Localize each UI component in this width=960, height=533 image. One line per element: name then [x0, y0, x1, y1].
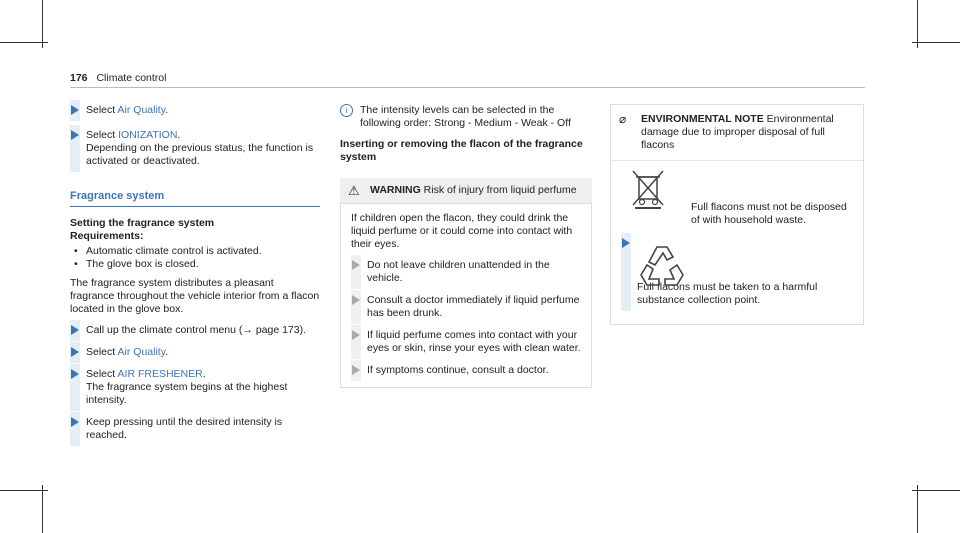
environment-leaf-icon: ⌀ — [619, 112, 627, 126]
env-header — [611, 105, 863, 161]
crossed-bin-icon — [629, 169, 667, 209]
intro-text: The fragrance system distributes a pleasant fragrance throughout the vehicle interior from a flacon located in the glove box. — [70, 277, 320, 315]
crop-mark — [917, 0, 918, 48]
warning-body — [340, 203, 592, 388]
header-rule — [70, 87, 865, 88]
step-item: Do not leave children unattended in the vehicle. — [351, 259, 581, 285]
page-header — [70, 72, 166, 85]
step-arrow-icon — [352, 330, 360, 340]
step-item: Select Air Quality. — [70, 104, 320, 117]
recycle-text: Full flacons must be taken to a harmful substance collection point. — [637, 281, 818, 306]
warning-label: WARNING — [370, 184, 421, 196]
step-arrow-icon — [71, 130, 79, 140]
crop-mark — [42, 485, 43, 533]
info-note: i The intensity levels can be selected in the following order: Strong - Medium - Weak - Off — [340, 104, 592, 130]
section-name: Climate control — [96, 72, 167, 84]
step-arrow-icon — [71, 347, 79, 357]
menu-link[interactable]: Air Quality — [117, 346, 166, 358]
step-item: Select AIR FRESHENER. The fragrance system begins at the highest intensity. — [70, 368, 320, 407]
list-item: • The glove box is closed. — [70, 258, 320, 271]
subheading: Inserting or removing the flacon of the fragrance system — [340, 138, 583, 163]
menu-link[interactable]: Air Quality — [117, 104, 166, 116]
dispose-row — [621, 169, 853, 227]
step-item: Select Air Quality. — [70, 346, 320, 359]
column-2 — [340, 104, 592, 388]
recycle-icon — [637, 243, 687, 291]
step-arrow-icon — [71, 417, 79, 427]
setting-title: Setting the fragrance system — [70, 217, 215, 229]
warning-paragraph: If children open the flacon, they could drink the liquid perfume or it could come into contact with their eyes. — [351, 212, 573, 250]
warning-header — [340, 178, 592, 203]
step-detail: The fragrance system begins at the highest intensity. — [86, 381, 288, 406]
crop-mark — [0, 42, 48, 43]
requirements-label: Requirements: — [70, 230, 144, 242]
info-icon: i — [340, 104, 353, 117]
step-item: Select IONIZATION. Depending on the previous status, the function is activated or deactivated. — [70, 129, 320, 168]
page-number: 176 — [70, 72, 88, 84]
column-1 — [70, 104, 320, 451]
step-detail: Depending on the previous status, the function is activated or deactivated. — [86, 142, 314, 167]
step-item — [621, 237, 853, 307]
step-arrow-icon — [71, 369, 79, 379]
section-title: Fragrance system — [70, 190, 320, 207]
step-item: Call up the climate control menu (→ page 173). — [70, 324, 320, 337]
step-arrow-icon — [352, 260, 360, 270]
requirements-list — [70, 245, 320, 271]
env-label: ENVIRONMENTAL NOTE — [641, 113, 764, 125]
step-arrow-icon — [71, 325, 79, 335]
env-body — [611, 161, 863, 324]
warning-triangle-icon: ⚠ — [348, 183, 360, 198]
step-arrow-icon — [352, 295, 360, 305]
crop-mark — [912, 42, 960, 43]
list-item: • Automatic climate control is activated. — [70, 245, 320, 258]
env-text: Environmental damage due to improper disposal of full flacons — [641, 113, 834, 151]
environmental-note-box — [610, 104, 864, 325]
menu-link[interactable]: AIR FRESHENER — [117, 368, 203, 380]
dispose-text: Full flacons must not be disposed of with household waste. — [691, 201, 847, 226]
step-item: Keep pressing until the desired intensity is reached. — [70, 416, 320, 442]
crop-mark — [917, 485, 918, 533]
crop-mark — [0, 490, 48, 491]
crop-mark — [42, 0, 43, 48]
menu-link[interactable]: IONIZATION — [118, 129, 178, 141]
step-item: If liquid perfume comes into contact with your eyes or skin, rinse your eyes with clean water. — [351, 329, 581, 355]
step-item: If symptoms continue, consult a doctor. — [351, 364, 581, 377]
step-arrow-icon — [352, 365, 360, 375]
crop-mark — [912, 490, 960, 491]
step-arrow-icon — [71, 105, 79, 115]
step-arrow-icon — [622, 238, 630, 248]
warning-text: Risk of injury from liquid perfume — [423, 184, 577, 196]
step-item: Consult a doctor immediately if liquid perfume has been drunk. — [351, 294, 581, 320]
